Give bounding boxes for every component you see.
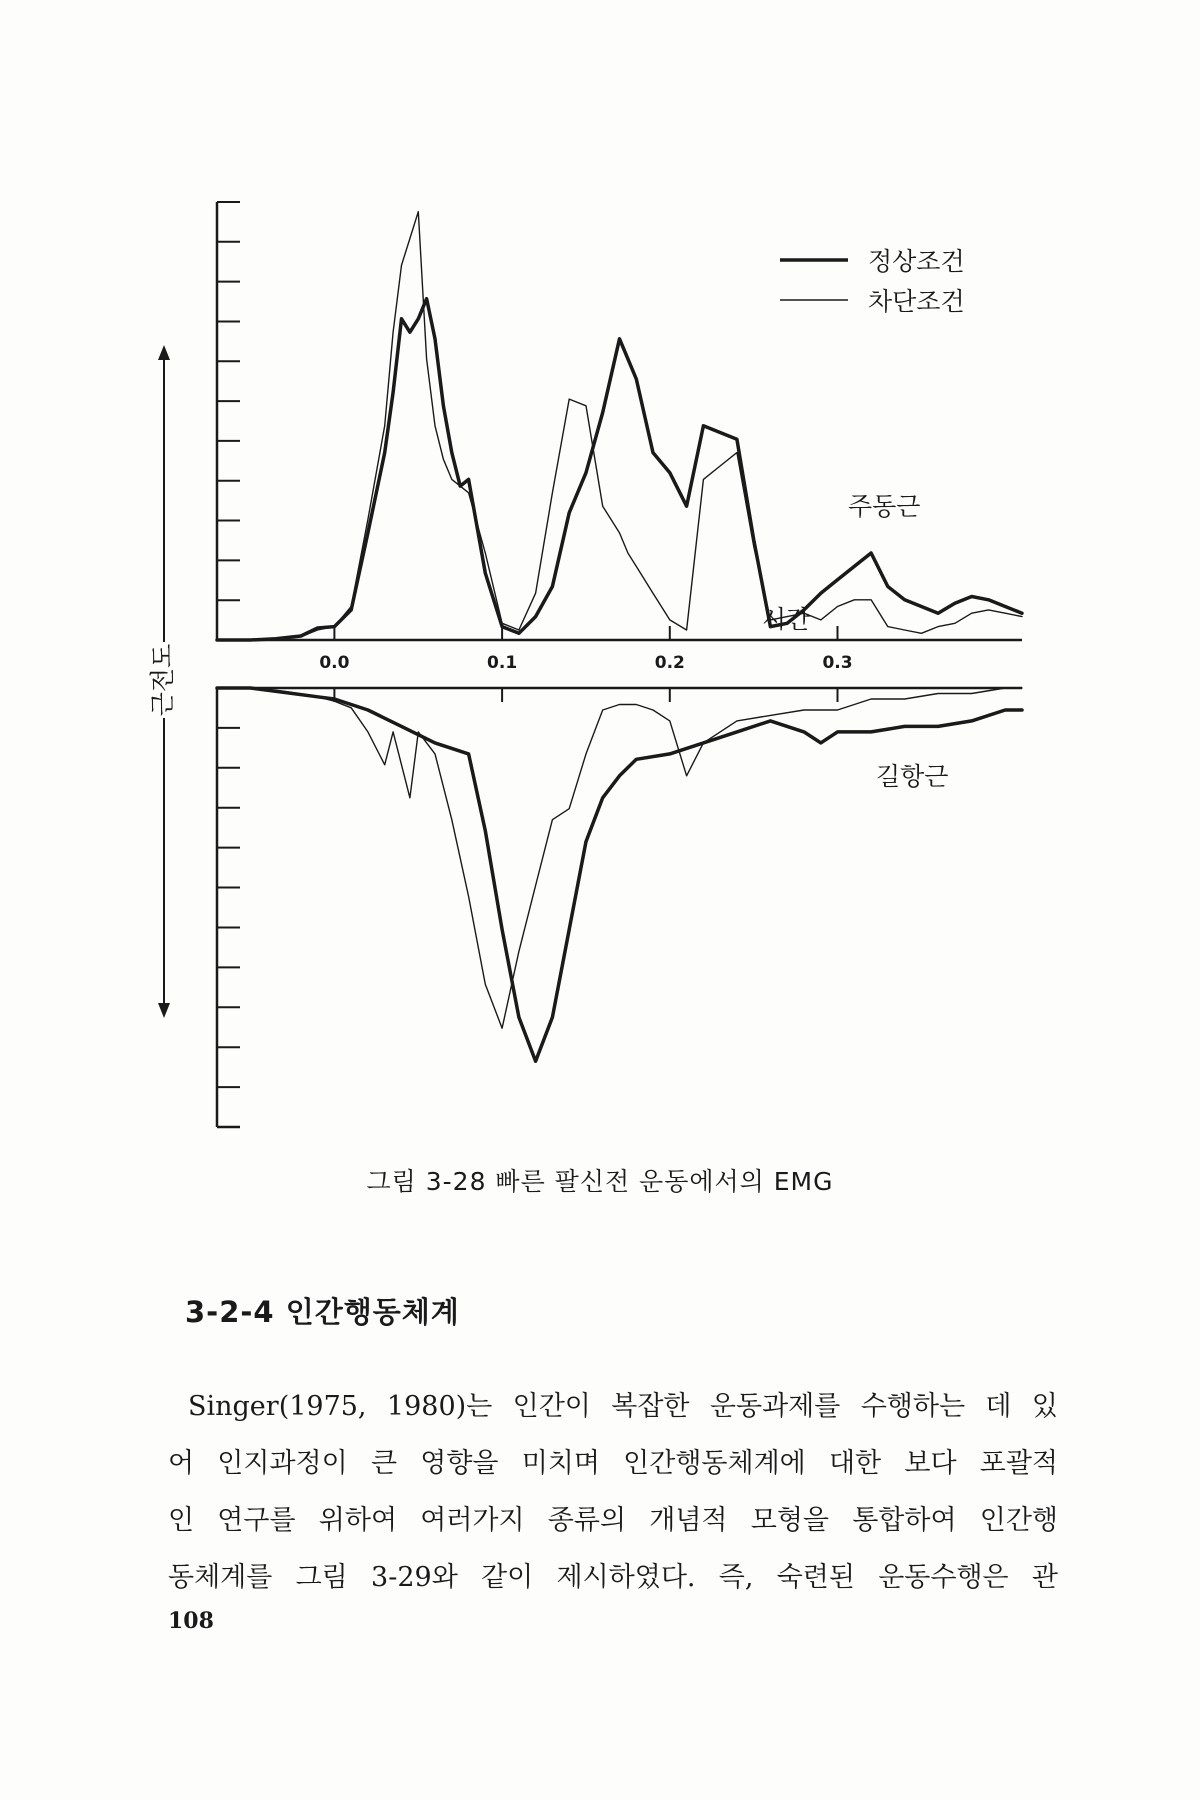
- antagonist-label: 길항근: [876, 762, 949, 791]
- time-label: 시간: [762, 605, 811, 634]
- body-line: Singer(1975, 1980)는 인간이 복잡한 운동과제를 수행하는 데 있: [188, 1391, 1058, 1422]
- arrow-down-head: [158, 1003, 170, 1018]
- series-line-normal: [217, 688, 1022, 1061]
- agonist-y-ticks: [217, 202, 240, 640]
- x-tick-labels: [319, 653, 852, 673]
- page-number: 108: [168, 1608, 214, 1634]
- antagonist-panel: [217, 688, 1022, 1127]
- body-line: 인 연구를 위하여 여러가지 종류의 개념적 모형을 통합하여 인간행: [168, 1505, 1058, 1536]
- legend: [780, 247, 965, 316]
- x-tick-label: 0.0: [319, 653, 350, 673]
- antagonist-x-ticks: [334, 688, 837, 702]
- amplitude-arrow: [148, 345, 177, 1018]
- agonist-label: 주동근: [848, 492, 921, 521]
- legend-blocked-label: 차단조건: [868, 287, 965, 316]
- antagonist-series: [217, 688, 1022, 1061]
- series-line-normal: [217, 299, 1022, 640]
- figure-caption: 그림 3-28 빠른 팔신전 운동에서의 EMG: [366, 1167, 834, 1196]
- body-line: 동체계를 그림 3-29와 같이 제시하였다. 즉, 숙련된 운동수행은 관: [168, 1562, 1058, 1593]
- amplitude-label: 근전도: [148, 643, 177, 717]
- x-tick-label: 0.3: [822, 653, 853, 673]
- body-line: 어 인지과정이 큰 영향을 미치며 인간행동체계에 대한 보다 포괄적: [168, 1448, 1058, 1479]
- legend-normal-label: 정상조건: [868, 247, 965, 276]
- section-heading: 3-2-4 인간행동체계: [185, 1295, 460, 1329]
- series-line-blocked: [217, 688, 1022, 1028]
- body-paragraph: [168, 1378, 1058, 1606]
- arrow-up-head: [158, 345, 170, 360]
- x-tick-label: 0.1: [487, 653, 518, 673]
- x-tick-label: 0.2: [654, 653, 685, 673]
- antagonist-y-ticks: [217, 688, 240, 1127]
